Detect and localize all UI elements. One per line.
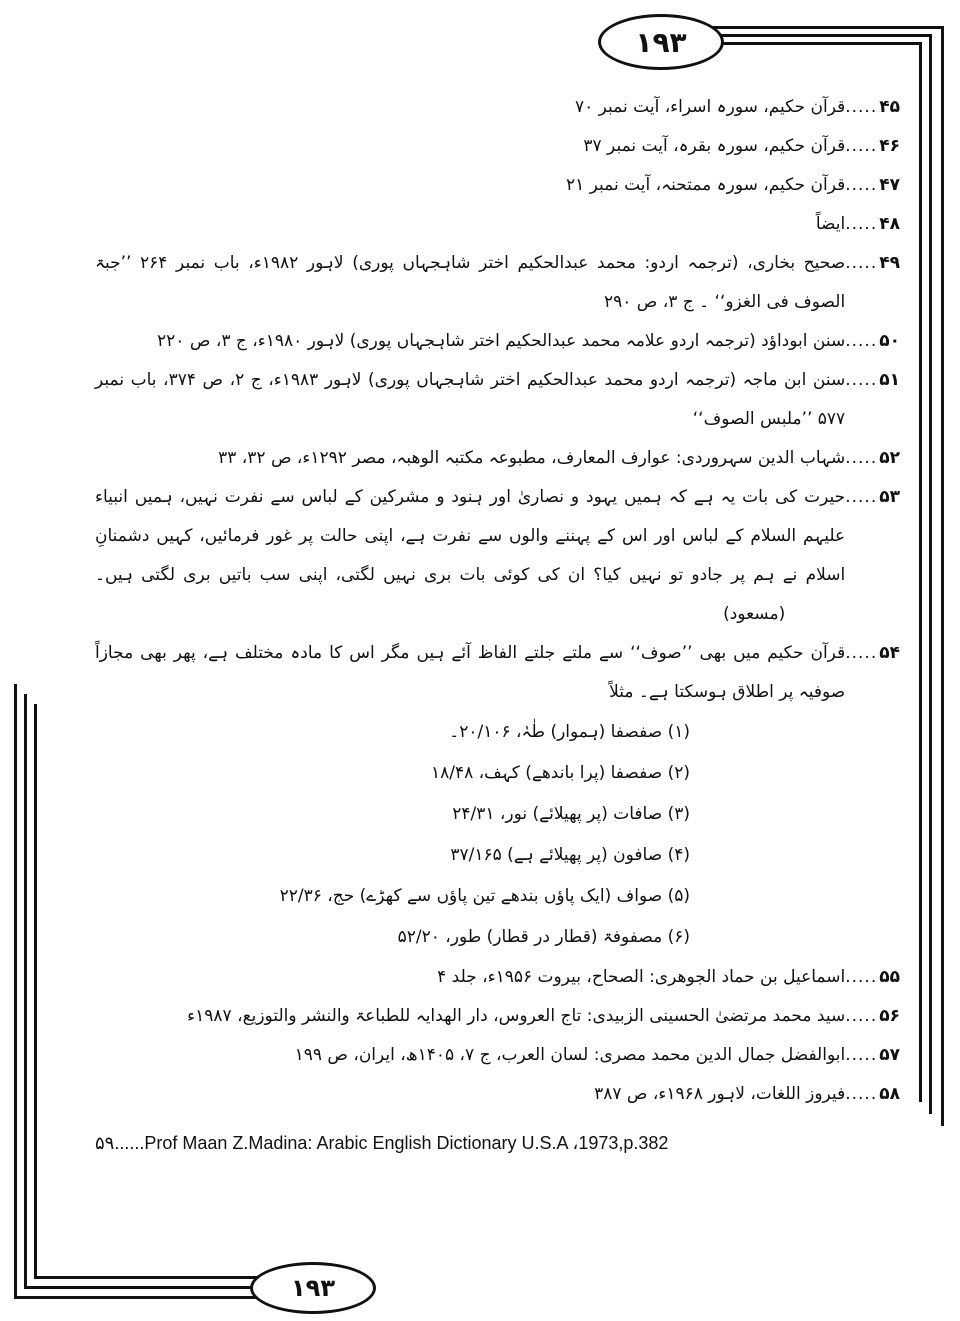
footnote-dots: ..... [845,97,878,117]
footnote-text: اسماعیل بن حماد الجوھری: الصحاح، بیروت ۱۹۵۶ء، جلد ۴ [437,967,846,987]
frame-bottom-line-outer [14,1296,264,1299]
footnote-55 [95,958,900,997]
footnote-number: ۵۱ [879,370,900,390]
footnote-dots: ..... [845,175,878,195]
footnote-text: سنن ابن ماجہ (ترجمہ اردو محمد عبدالحکیم اختر شاہجہاں پوری) لاہور ۱۹۸۳ء، ج ۲، ص ۳۷۴، باب نمبر ۵۷۷ ’’ملبس الصوف‘‘ [95,370,846,429]
footnote-number: ۵۹ [95,1133,115,1153]
footnote-number: ۴۸ [879,214,900,234]
footnote-dots: ..... [845,1084,878,1104]
page-number-top: ۱۹۳ [598,14,724,70]
footnote-text: قرآن حکیم، سورہ اسراء، آیت نمبر ۷۰ [575,97,846,117]
footnote-54 [95,634,900,712]
footnote-number: ۵۳ [879,487,900,507]
footnote-number: ۴۶ [879,136,900,156]
footnote-text: Prof Maan Z.Madina: Arabic English Dictionary U.S.A ،1973,p.382 [144,1133,669,1153]
footnote-47 [95,166,900,205]
footnote-dots: ..... [845,448,878,468]
footnote-dots: ..... [845,214,878,234]
footnote-number: ۵۶ [879,1006,900,1026]
frame-left-line-inner2 [34,704,37,1278]
footnote-54-subitems [95,712,900,958]
footnote-dots: ..... [845,1045,878,1065]
footnote-dots: ..... [845,643,878,663]
footnote-52 [95,439,900,478]
footnote-dots: ..... [845,487,878,507]
footnote-text: سنن ابوداؤد (ترجمہ اردو علامہ محمد عبدالحکیم اختر شاہجہاں پوری) لاہور ۱۹۸۰ء، ج ۳، ص ۲۲۰ [157,331,846,351]
footnote-number: ۵۷ [879,1045,900,1065]
frame-top-line-outer [700,26,944,29]
subitem: (۳) صافات (پر پھیلائے) نور، ۲۴/۳۱ [452,804,690,824]
footnote-dots: ..... [845,370,878,390]
footnote-number: ۴۵ [879,97,900,117]
footnote-number: ۵۰ [879,331,900,351]
footnote-text: فیروز اللغات، لاہور ۱۹۶۸ء، ص ۳۸۷ [594,1084,846,1104]
footnote-dots: ...... [114,1133,145,1153]
footnote-number: ۵۲ [879,448,900,468]
footnote-text: سید محمد مرتضیٰ الحسینی الزبیدی: تاج العروس، دار الھدایہ للطباعۃ والنشر والتوزیع، ۱۹۸۷ء [187,1006,846,1026]
footnote-number: ۵۴ [879,643,900,663]
footnote-text [95,478,845,634]
frame-left-line-outer [14,684,17,1298]
footnote-text: شہاب الدین سہروردی: عوارف المعارف، مطبوعہ مکتبہ الوھبہ، مصر ۱۲۹۲ء، ص ۳۲، ۳۳ [218,448,846,468]
footnote-number: ۵۵ [879,967,900,987]
footnote-number: ۴۷ [879,175,900,195]
footnote-48 [95,205,900,244]
footnote-number: ۵۸ [879,1084,900,1104]
frame-top-line-inner2 [700,42,922,45]
footnote-dots: ..... [845,967,878,987]
footnote-text: قرآن حکیم میں بھی ’’صوف‘‘ سے ملتے جلتے الفاظ آئے ہیں مگر اس کا مادہ مختلف ہے، پھر بھی مجازاً صوفیہ پر اطلاق ہوسکتا ہے۔ مثلاً [95,643,846,702]
footnotes [95,88,900,1158]
frame-top-line-inner [700,34,932,37]
page-number-bottom: ۱۹۳ [250,1262,376,1314]
footnote-text: قرآن حکیم، سورہ ممتحنہ، آیت نمبر ۲۱ [565,175,846,195]
footnote-text: صحیح بخاری، (ترجمہ اردو: محمد عبدالحکیم اختر شاہجہاں پوری) لاہور ۱۹۸۲ء، باب نمبر ۲۶۴ ’’جبۃ الصوف فی الغزو‘‘ ۔ ج ۳، ص ۲۹۰ [95,253,846,312]
footnote-45 [95,88,900,127]
subitem: (۴) صافون (پر پھیلائے ہے) ۳۷/۱۶۵ [450,845,690,865]
footnote-49 [95,244,900,322]
footnote-57 [95,1036,900,1075]
footnote-59 [95,1128,900,1158]
footnote-text-body: حیرت کی بات یہ ہے کہ ہمیں یہود و نصاریٰ اور ہنود و مشرکین کے لباس سے نفرت نہیں، ہمیں انبیاء علیہم السلام کے لباس اور اس کے پہننے والوں سے نفرت ہے، اپنی حالت پر غور فرمائیں، کہیں دشمنانِ اسلام نے ہم پر جادو تو نہیں کیا؟ ان کی کوئی بات بری نہیں لگتی، اپنی سب باتیں بری لگتی ہیں۔ [95,487,846,585]
subitem: (۱) صفصفا (ہموار) طٰہٰ، ۲۰/۱۰۶۔ [449,722,690,742]
frame-right-line-inner2 [919,42,922,1102]
frame-right-line-inner [929,34,932,1114]
frame-left-line-inner [24,694,27,1288]
frame-bottom-line-inner [24,1286,264,1289]
footnote-author: (مسعود) [723,604,786,624]
footnote-53 [95,478,900,634]
footnote-number: ۴۹ [879,253,900,273]
footnote-dots: ..... [845,253,878,273]
frame-bottom-line-inner2 [34,1276,264,1279]
footnote-dots: ..... [845,1006,878,1026]
footnote-dots: ..... [845,331,878,351]
footnote-58 [95,1075,900,1114]
subitem: (۵) صواف (ایک پاؤں بندھے تین پاؤں سے کھڑے) حج، ۲۲/۳۶ [279,886,690,906]
footnote-51 [95,361,900,439]
footnote-46 [95,127,900,166]
footnote-text: قرآن حکیم، سورہ بقرہ، آیت نمبر ۳۷ [583,136,846,156]
footnote-56 [95,997,900,1036]
footnote-text: ایضاً [815,214,846,234]
subitem: (۶) مصفوفۃ (قطار در قطار) طور، ۵۲/۲۰ [397,927,690,947]
subitem: (۲) صفصفا (پرا باندھے) کہف، ۱۸/۴۸ [431,763,690,783]
footnote-dots: ..... [845,136,878,156]
footnote-50 [95,322,900,361]
frame-right-line-outer [941,26,944,1126]
footnote-text: ابوالفضل جمال الدین محمد مصری: لسان العرب، ج ۷، ۱۴۰۵ھ، ایران، ص ۱۹۹ [294,1045,846,1065]
